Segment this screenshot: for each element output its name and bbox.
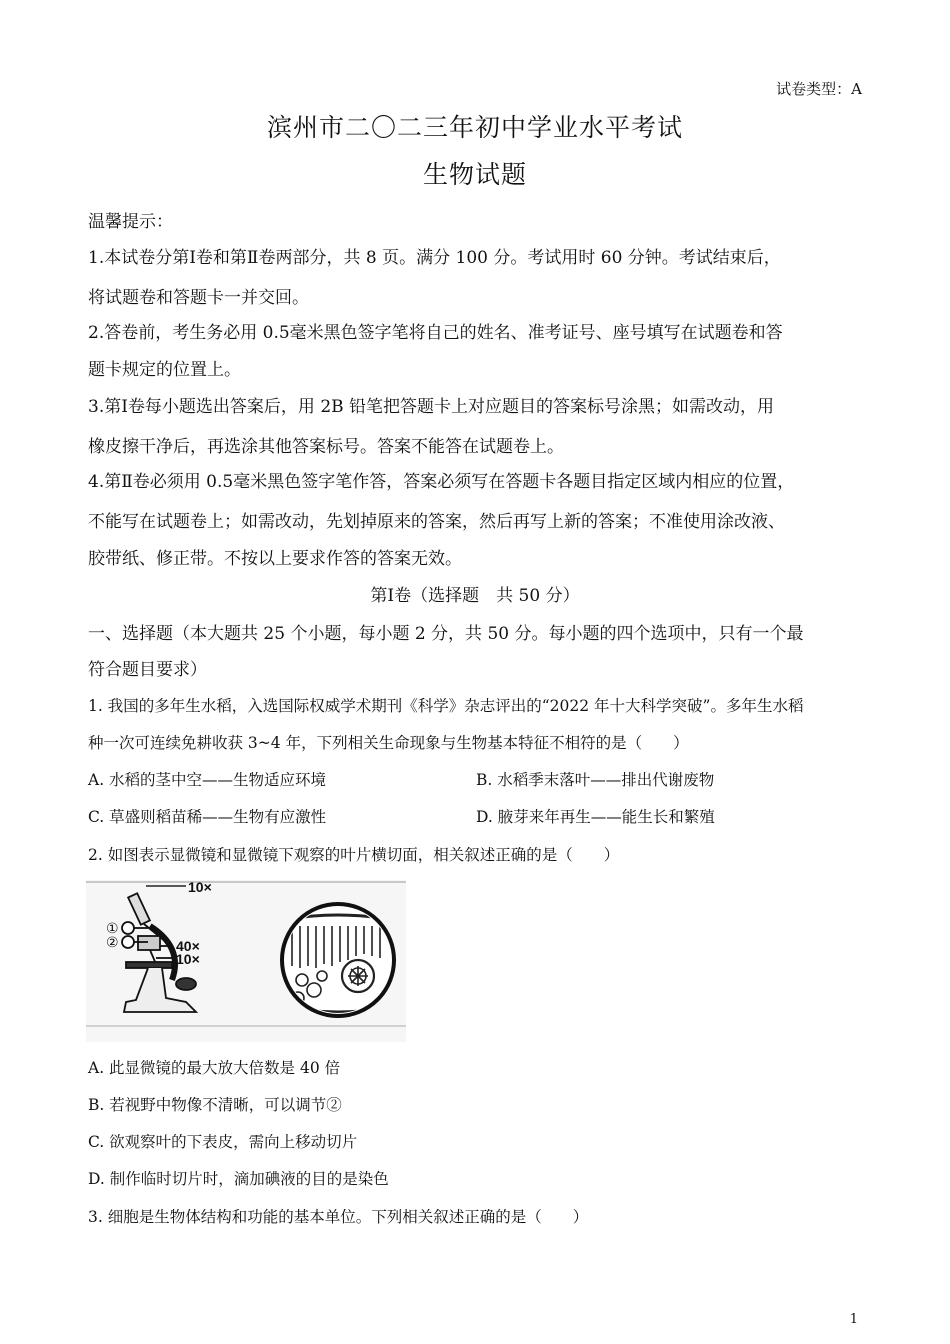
tips-heading: 温馨提示： — [88, 212, 173, 232]
section-intro: 符合题目要求） — [88, 660, 207, 680]
objective-40-label: 40× — [176, 938, 200, 954]
q1-option-b: B. 水稻季末落叶——排出代谢废物 — [476, 771, 715, 789]
page-number: 1 — [849, 1312, 858, 1327]
question-1-stem: 种一次可连续免耕收获 3~4 年，下列相关生命现象与生物基本特征不相符的是（ ） — [88, 734, 689, 752]
tip-line: 题卡规定的位置上。 — [88, 360, 241, 380]
microscope-figure — [86, 880, 406, 1042]
q1-option-c: C. 草盛则稻苗稀——生物有应激性 — [88, 808, 327, 826]
q1-option-d: D. 腋芽来年再生——能生长和繁殖 — [476, 808, 715, 826]
tip-line: 不能写在试题卷上；如需改动，先划掉原来的答案，然后再写上新的答案；不准使用涂改液、 — [88, 512, 785, 532]
knob-2-label: ② — [106, 935, 119, 951]
paper-type: 试卷类型：A — [776, 80, 862, 98]
exam-subtitle: 生物试题 — [422, 160, 527, 189]
eyepiece-label: 10× — [188, 880, 212, 895]
q2-option-a: A. 此显微镜的最大放大倍数是 40 倍 — [88, 1059, 341, 1077]
q1-option-a: A. 水稻的茎中空——生物适应环境 — [88, 771, 327, 789]
exam-title: 滨州市二〇二三年初中学业水平考试 — [266, 113, 683, 142]
q2-option-b: B. 若视野中物像不清晰，可以调节② — [88, 1096, 342, 1114]
microscope-and-leaf-section — [86, 880, 406, 1042]
question-2-stem: 2. 如图表示显微镜和显微镜下观察的叶片横切面，相关叙述正确的是（ ） — [88, 846, 620, 864]
knob-1-label: ① — [106, 921, 119, 937]
q2-option-c: C. 欲观察叶的下表皮，需向上移动切片 — [88, 1133, 358, 1151]
tip-line: 1.本试卷分第Ⅰ卷和第Ⅱ卷两部分，共 8 页。满分 100 分。考试用时 60 分钟。考试结束后， — [88, 248, 781, 268]
tip-line: 橡皮擦干净后，再选涂其他答案标号。答案不能答在试题卷上。 — [88, 437, 564, 457]
section-title: 第Ⅰ卷（选择题 共 50 分） — [370, 586, 580, 606]
objective-10-label: 10× — [176, 951, 200, 967]
tip-line: 胶带纸、修正带。不按以上要求作答的答案无效。 — [88, 549, 462, 569]
question-3-stem: 3. 细胞是生物体结构和功能的基本单位。下列相关叙述正确的是（ ） — [88, 1208, 589, 1226]
question-1-stem: 1. 我国的多年生水稻，入选国际权威学术期刊《科学》杂志评出的“2022 年十大科学突破”。多年生水稻 — [88, 697, 804, 715]
tip-line: 2.答卷前，考生务必用 0.5毫米黑色签字笔将自己的姓名、准考证号、座号填写在试题卷和答 — [88, 323, 783, 343]
q2-option-d: D. 制作临时切片时，滴加碘液的目的是染色 — [88, 1170, 389, 1188]
tip-line: 3.第Ⅰ卷每小题选出答案后，用 2B 铅笔把答题卡上对应题目的答案标号涂黑；如需改动，用 — [88, 397, 775, 417]
section-intro: 一、选择题（本大题共 25 个小题，每小题 2 分，共 50 分。每小题的四个选项中，只有一个最 — [88, 624, 804, 644]
tip-line: 4.第Ⅱ卷必须用 0.5毫米黑色签字笔作答，答案必须写在答题卡各题目指定区域内相应的位置， — [88, 472, 795, 492]
leaf-section-view-icon — [282, 904, 394, 1016]
tip-line: 将试题卷和答题卡一并交回。 — [88, 288, 309, 308]
